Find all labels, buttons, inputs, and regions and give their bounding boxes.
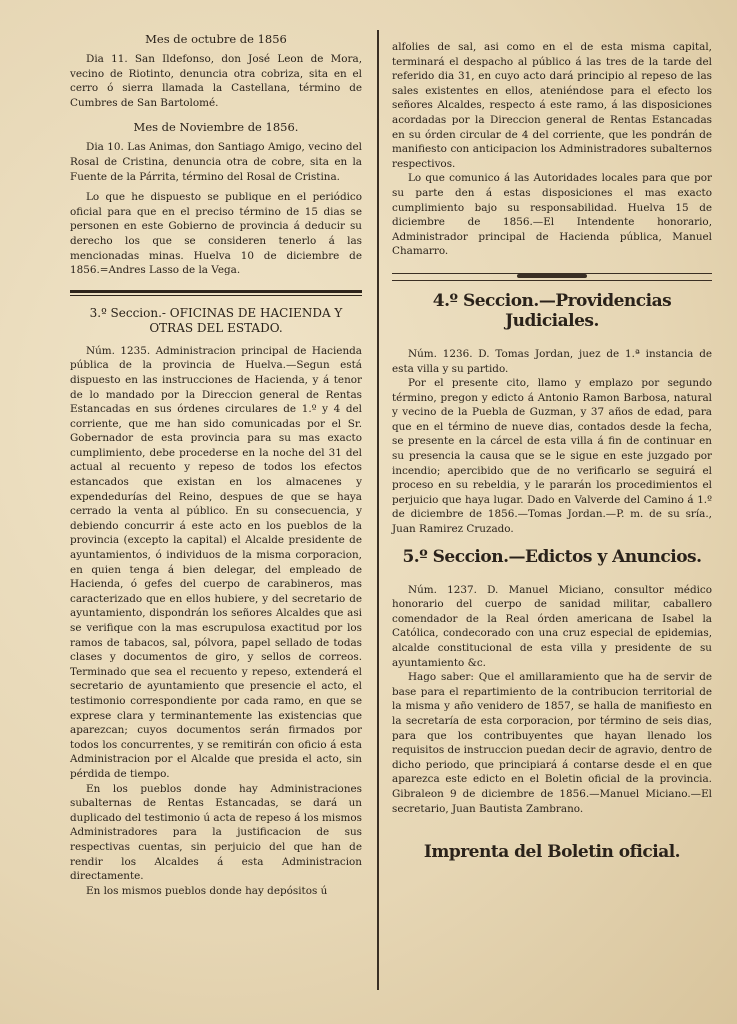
notice-1237-body: Hago saber: Que el amillaramiento que ha de servir de base para el repartimiento de la contribucion territorial de la misma y año venidero de 1857, se halla de manifiesto en la secretaría de esta corporacion, por término de seis dias, para que los contribuyentes que hayan llenado los requisitos de instruccion puedan decir de agravio, dentro de dicho periodo, que principiará á contarse desde el en que aparezca este edicto en el Boletin oficial de la provincia. Gibraleon 9 de diciembre de 1856.—Manuel Miciano.—El secretario, Juan Bautista Zambrano. bbox=[392, 671, 712, 815]
notice-1237-header: Núm. 1237. D. Manuel Miciano, consultor médico honorario del cuerpo de sanidad militar, caballero comendador de la Real órden americana de Isabel la Católica, condecorado con una cruz especial de epidemias, alcalde constitucional de esta villa y presidente de su ayuntamiento &c. bbox=[392, 583, 712, 669]
section-3-title: 3.º Seccion.- OFICINAS DE HACIENDA Y OTRAS DEL ESTADO. bbox=[89, 305, 343, 335]
section-5-title: 5.º Seccion.—Edictos y Anuncios. bbox=[402, 546, 702, 567]
mine-claim-november: Dia 10. Las Animas, don Santiago Amigo, vecino del Rosal de Cristina, denuncia otra de cobre, sita en la Fuente de la Párrita, término del Rosal de Cristina. bbox=[70, 141, 362, 183]
month-heading-november: Mes de Noviembre de 1856. bbox=[133, 120, 299, 135]
notice-1236-body: Por el presente cito, llamo y emplazo por segundo término, pregon y edicto á Antonio Ramon Barbosa, natural y vecino de la Puebla de Guzman, y 37 años de edad, para que en el término de nueve dias, contados desde la fecha, se presente en la cárcel de esta villa á fin de continuar en su presencia la causa que se le sigue en este juzgado por incendio; apercibido que de no verificarlo se seguirá el proceso en su rebeldia, y le pararán los procedimientos el perjuicio que haya lugar. Dado en Valverde del Camino á 1.º de diciembre de 1856.—Tomas Jordan.—P. m. de su sría., Juan Ramirez Cruzado. bbox=[392, 377, 712, 536]
notice-1235-depositos: En los mismos pueblos donde hay depósitos ú bbox=[86, 884, 328, 897]
notice-1236-header: Núm. 1236. D. Tomas Jordan, juez de 1.ª instancia de esta villa y su partido. bbox=[392, 347, 712, 375]
section-divider bbox=[70, 290, 362, 296]
month-heading-october: Mes de octubre de 1856 bbox=[145, 32, 287, 46]
right-column bbox=[392, 40, 712, 862]
column-rule bbox=[377, 30, 379, 990]
notice-1235-body: Núm. 1235. Administracion principal de Hacienda pública de la provincia de Huelva.—Segun está dispuesto en las instrucciones de Hacienda, y á tenor de lo mandado por la Direccion general de Rentas Estancadas en sus órdenes circulares de 1.º y 4 del corriente, que me han sido comunicadas por el Sr. Gobernador de esta provincia para su mas exacto cumplimiento, debe procederse en la noche del 31 del actual al recuento y repeso de todos los efectos estancados que existan en los almacenes y expendedurías del Reino, despues de que se haya cerrado la venta al público. En su consecuencia, y debiendo concurrir á este acto en los pueblos de la provincia (excepto la capital) el Alcalde presidente de ayuntamientos, ó individuos de la misma corporacion, en quien tenga á bien delegar, del empleado de Hacienda, ó gefes del cuerpo de carabineros, mas caracterizado que en ellos hubiere, y del secretario de ayuntamiento, dispondrán los señores Alcaldes que asi se verifique con la mas escrupulosa exactitud por los ramos de tabacos, sal, pólvora, papel sellado de todas clases y documentos de giro, y sellos de correos. Terminado que sea el recuento y repeso, extenderá el secretario de ayuntamiento que presencie el acto, el testimonio correspondiente por cada ramo, en que se exprese clara y terminantemente las existencias que aparezcan; cuyos documentos serán firmados por todos los concurrentes, y se remitirán con oficio á esta Administracion por el Alcalde que presida el acto, sin pérdida de tiempo. bbox=[70, 344, 362, 780]
left-column bbox=[70, 28, 362, 898]
governor-notice: Lo que he dispuesto se publique en el periódico oficial para que en el preciso término de 15 dias se personen en este Gobierno de provincia á deducir su derecho los que se consideren tenerlo á las mencionadas minas. Huelva 10 de diciembre de 1856.=Andres Lasso de la Vega. bbox=[70, 191, 362, 277]
printer-imprint: Imprenta del Boletin oficial. bbox=[423, 842, 681, 863]
notice-1235-closing: Lo que comunico á las Autoridades locales para que por su parte den á estas disposiciones el mas exacto cumplimiento bajo su responsabilidad. Huelva 15 de diciembre de 1856.—El Intendente honorario, Administrador principal de Hacienda pública, Manuel Chamarro. bbox=[392, 172, 712, 258]
mine-claim-october: Dia 11. San Ildefonso, don José Leon de Mora, vecino de Riotinto, denuncia otra cobriza, sita en el cerro ó sierra llamada la Castellana, término de Cumbres de San Bartolomé. bbox=[70, 53, 362, 109]
section-4-title: 4.º Seccion.—Providencias Judiciales. bbox=[432, 290, 672, 331]
notice-1235-continued: alfolies de sal, asi como en el de esta misma capital, terminará el despacho al público á las tres de la tarde del referido dia 31, en cuyo acto dará principio al repeso de las sales existentes en ellos, ateniéndose para el efecto los señores Alcaldes, respecto á este ramo, á las disposiciones acordadas por la Direccion general de Rentas Estancadas en su órden circular de 4 del corriente, que les pondrán de manifiesto con anticipacion los Administradores subalternos respectivos. bbox=[392, 41, 712, 170]
notice-1235-subalternas: En los pueblos donde hay Administraciones subalternas de Rentas Estancadas, se dará un duplicado del testimonio ú acta de repeso á los mismos Administradores para la justificacion de sus respectivas cuentas, sin perjuicio del que han de rendir los Alcaldes á esta Administracion directamente. bbox=[70, 782, 362, 883]
ornamental-divider bbox=[392, 273, 712, 281]
